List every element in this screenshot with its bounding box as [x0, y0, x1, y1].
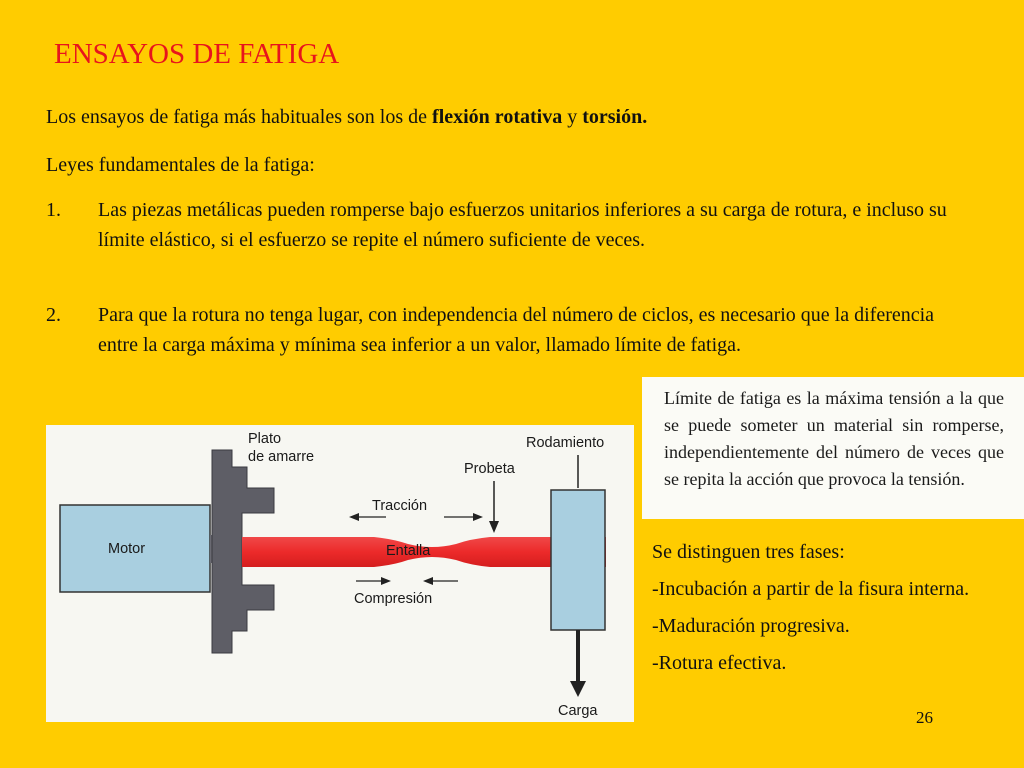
traction-arrowhead-right	[473, 513, 483, 521]
compression-arrowhead-left	[381, 577, 391, 585]
slide-title: ENSAYOS DE FATIGA	[54, 38, 340, 70]
law-text: Las piezas metálicas pueden romperse bajo esfuerzos unitarios inferiores a su carga de rotura, e incluso su límite elástico, si el esfuerzo se repite el número suficiente de veces.	[98, 199, 947, 251]
specimen-pointer-head	[489, 521, 499, 533]
law-item-2	[46, 300, 966, 360]
phase-item: -Rotura efectiva.	[652, 652, 787, 674]
traction-arrowhead-left	[349, 513, 359, 521]
phase-item: -Incubación a partir de la fisura interna.	[652, 578, 970, 600]
phase-item: -Maduración progresiva.	[652, 615, 850, 637]
fatigue-test-diagram	[46, 425, 634, 722]
plate-label-1: Plato	[248, 431, 282, 447]
laws-heading: Leyes fundamentales de la fatiga:	[46, 154, 315, 176]
motor-label: Motor	[108, 541, 146, 557]
phases-heading: Se distinguen tres fases:	[652, 541, 845, 563]
intro-prefix: Los ensayos de fatiga más habituales son los de	[46, 106, 433, 128]
fatigue-limit-definition: Límite de fatiga es la máxima tensión a la que se puede someter un material sin romperse, independientemente del número de veces que se repita la acción que provoca la tensión.	[642, 377, 1024, 519]
intro-bold-torsion: torsión.	[582, 106, 648, 128]
load-label: Carga	[558, 703, 598, 719]
fatigue-phases	[652, 538, 1012, 686]
law-item-1	[46, 195, 996, 255]
compression-label: Compresión	[354, 591, 433, 607]
traction-label: Tracción	[372, 498, 428, 514]
load-arrowhead	[570, 681, 586, 697]
intro-text	[46, 102, 647, 132]
intro-mid: y	[562, 106, 583, 128]
law-number: 1.	[46, 199, 61, 221]
plate-label-2: de amarre	[248, 449, 315, 465]
law-text: Para que la rotura no tenga lugar, con independencia del número de ciclos, es necesario que la diferencia entre la carga máxima y mínima sea inferior a un valor, llamado límite de fatiga.	[98, 304, 935, 356]
compression-arrowhead-right	[423, 577, 433, 585]
bearing-block	[551, 490, 605, 630]
specimen-label: Probeta	[464, 461, 515, 477]
law-number: 2.	[46, 304, 61, 326]
notch-label: Entalla	[386, 543, 431, 559]
bearing-label: Rodamiento	[526, 435, 605, 451]
intro-bold-rotary-bending: flexión rotativa	[432, 106, 563, 128]
page-number: 26	[916, 708, 933, 727]
